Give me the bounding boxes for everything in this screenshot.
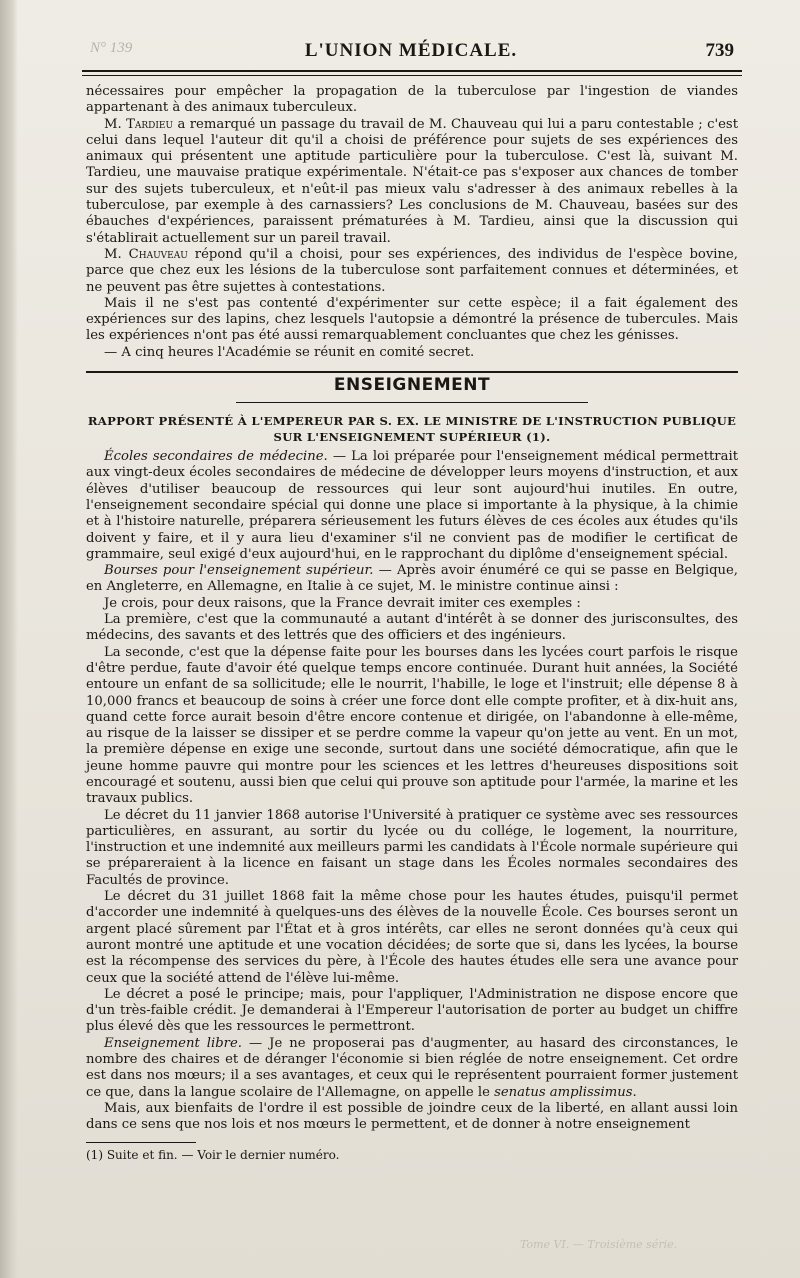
page-binding-edge [0,0,18,1278]
report-paragraph-7: Le décret du 31 juillet 1868 fait la même chose pour les hautes études, puisqu'il permet d'accorder une indemnité à quelques-uns des élèves de la nouvelle École. Ces bourses seront un argent placé sûrement par l'État et à gros intérêts, car elles ne seront données qu'à ceux qui auront montré une aptitude et une vocation décidées; de sorte que si, dans les lycées, la bourse est la récompense des services du père, à l'École des hautes études elle sera une avance pour ceux que la société attend de l'élève lui-même. [86,889,738,986]
report-paragraph-2 [86,563,738,596]
report-subtitle: SUR L'ENSEIGNEMENT SUPÉRIEUR (1). [273,430,551,445]
paragraph-3 [86,247,738,296]
page-number: 739 [705,40,734,61]
report-paragraph-5: La seconde, c'est que la dépense faite pour les bourses dans les lycées court parfois le risque d'être perdue, faute d'avoir été quelque temps encore continuée. Durant huit années, la Société entoure un enfant de sa sollicitude; elle le nourrit, l'habille, le loge et l'instruit; elle dépense 8 à 10,000 francs et beaucoup de soins à créer une force dont elle compte profiter, et à dix-huit ans, quand cette force aurait besoin d'être encore contenue et dirigée, on l'abandonne à elle-même, au risque de la laisser se dissiper et se perdre comme la vapeur qu'on jette au vent. En un mot, la première dépense en exige une seconde, surtout dans une société démocratique, afin que le jeune homme pauvre qui montre pour les sciences et les lettres d'heureuses dispositions soit encouragé et soutenu, aussi bien que celui qui prouve son aptitude pour l'armée, la marine et les travaux publics. [86,644,738,807]
section-header [86,369,738,409]
subheading-ecoles: Écoles secondaires de médecine. [104,449,328,465]
subheading-bourses: Bourses pour l'enseignement supérieur. [104,563,374,579]
speaker-tardieu: M. Tardieu [104,116,174,132]
report-paragraph-9 [86,1036,738,1101]
speaker-chauveau: M. Chauveau [104,246,188,262]
report-paragraph-9-text: — Je ne proposerai pas d'augmenter, au hasard des circonstances, le nombre des chaires et de déranger l'économie si bien réglée de notre enseignement. Cet ordre est dans nos mœurs; il a ses avantages, et ceux qui le représentent pourraient former justement ce que, dans la langue scolaire de l'Allemagne, on appelle le [86,1035,738,1100]
journal-title: L'UNION MÉDICALE. [304,40,518,61]
footnote: (1) Suite et fin. — Voir le dernier numéro. [86,1147,340,1162]
paragraph-5: — A cinq heures l'Académie se réunit en comité secret. [104,344,475,360]
report-paragraph-10: Mais, aux bienfaits de l'ordre il est possible de joindre ceux de la liberté, en allant aussi loin dans ce sens que nos lois et nos mœurs le permettent, et de donner à notre enseignement [86,1100,738,1133]
report-paragraph-3: Je crois, pour deux raisons, que la France devrait imiter ces exemples : [104,595,581,611]
latin-term: senatus amplissimus [494,1084,633,1100]
paragraph-4: Mais il ne s'est pas contenté d'expérimenter sur cette espèce; il a fait également des expériences sur des lapins, chez lesquels l'autopsie a démontré la présence de tubercules. Mais les expériences n'ont pas été aussi remarquablement concluantes que chez les génisses. [86,295,738,344]
running-head [82,34,740,68]
section-rule-bottom [236,402,588,403]
report-paragraph-1 [86,449,738,563]
report-paragraph-6: Le décret du 11 janvier 1868 autorise l'Université à pratiquer ce système avec ses ressources particulières, en assurant, au sortir du lycée ou du collége, le logement, la nourriture, l'instruction et une indemnité aux meilleurs parmi les candidats à l'École normale supérieure qui se prépareraient à la licence en faisant un stage dans les Écoles normales secondaires des Facultés de province. [86,807,738,888]
show-through-text: Tome VI. — Troisième série. [520,1238,678,1251]
section-title: ENSEIGNEMENT [333,375,491,396]
report-title: RAPPORT PRÉSENTÉ À L'EMPEREUR PAR S. EX. LE MINISTRE DE L'INSTRUCTION PUBLIQUE [87,414,737,429]
report-paragraph-2-text: — Après avoir énuméré ce qui se passe en Belgique, en Angleterre, en Allemagne, en Italie à ce sujet, M. le ministre continue ainsi : [86,563,739,595]
section-rule-top [86,371,738,373]
report-paragraph-1-text: — La loi préparée pour l'enseignement médical permettrait aux vingt-deux écoles secondaires de médecine de développer leurs moyens d'instruction, et aux élèves d'utiliser beaucoup de ressources qui leur sont aujourd'hui inutiles. En outre, l'enseignement secondaire spécial qui donne une place si importante à la physique, à la chimie et à l'histoire naturelle, préparera sérieusement les futurs élèves de ces écoles aux études qu'ils doivent y faire, et il y aura lieu d'examiner s'il ne convient pas de modifier le certificat de grammaire, seul exigé d'eux aujourd'hui, en le rapprochant du diplôme d'enseignement spécial. [86,449,738,562]
paragraph-2 [86,117,738,247]
subheading-enseignement-libre: Enseignement libre. [104,1035,242,1051]
report-paragraph-8: Le décret a posé le principe; mais, pour l'appliquer, l'Administration ne dispose encore que d'un très-faible crédit. Je demanderai à l'Empereur l'autorisation de porter au budget un chiffre plus élevé dès que les ressources le permettront. [86,986,738,1035]
footnote-rule [86,1142,196,1143]
report-paragraph-9-end: . [632,1084,637,1100]
report-paragraph-4: La première, c'est que la communauté a autant d'intérêt à se donner des jurisconsultes, des médecins, des savants et des lettrés que des officiers et des ingénieurs. [86,612,738,644]
paragraph-1: nécessaires pour empêcher la propagation de la tuberculose par l'ingestion de viandes appartenant à des animaux tuberculeux. [86,84,738,116]
paragraph-2-text: a remarqué un passage du travail de M. Chauveau qui lui a paru contestable ; c'est celui dans lequel l'auteur dit qu'il a choisi de préférence pour sujets de ses expériences des animaux qui présentent une aptitude particulière pour la tuberculose. C'est là, suivant M. Tardieu, une mauvaise pratique expérimentale. N'était-ce pas s'exposer aux chances de tomber sur des sujets tuberculeux, et n'eût-il pas mieux valu s'adresser à des animaux rebelles à la tuberculose, par exemple à des carnassiers? Les conclusions de M. Chauveau, basées sur des ébauches d'expériences, paraissent prématurées à M. Tardieu, ainsi que la discussion qui s'établirait actuellement sur un pareil travail. [86,116,738,246]
show-through-page-label: N° 139 [90,40,133,56]
paragraph-3-text: répond qu'il a choisi, pour ses expériences, des individus de l'espèce bovine, parce que chez eux les lésions de la tuberculose sont parfaitement connues et déterminées, et ne peuvent pas être sujettes à contestations. [86,246,738,295]
header-rule-thick [82,70,742,72]
text-column [86,84,738,1163]
header-rule-thin [82,75,742,76]
